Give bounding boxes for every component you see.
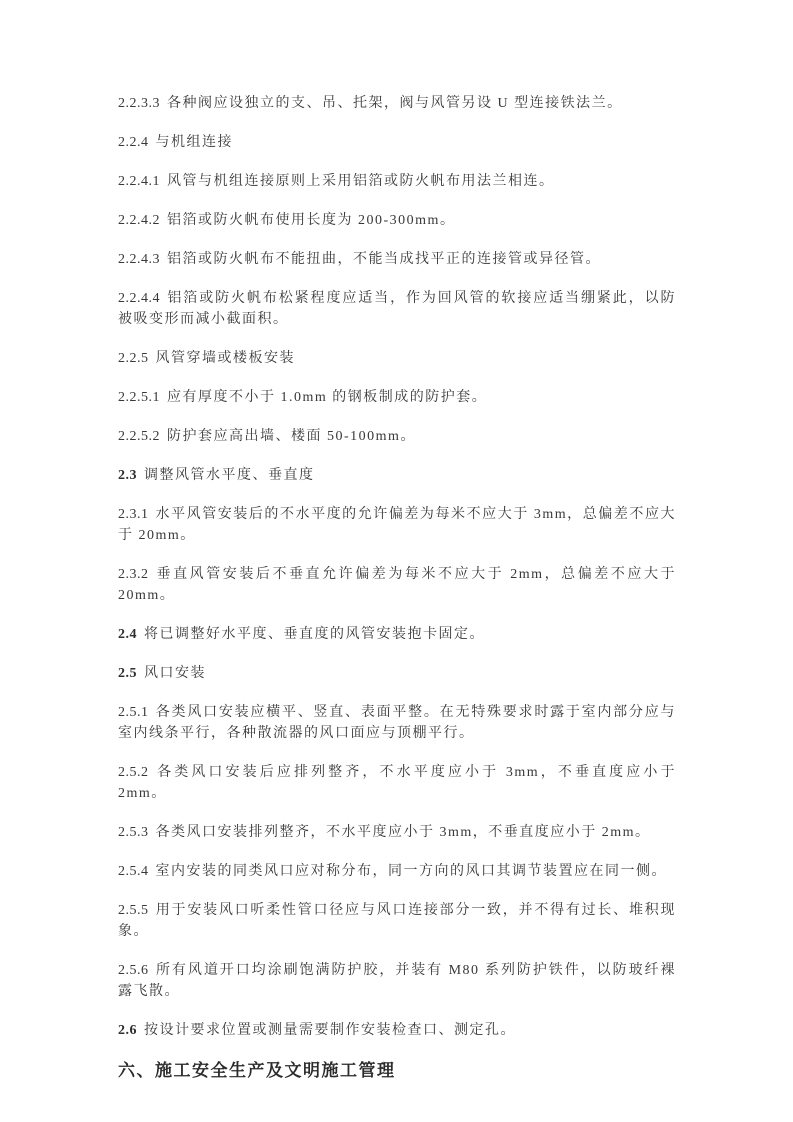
spec-clause	[118, 348, 676, 369]
clause-number: 2.2.4.1	[118, 174, 160, 189]
clause-number: 2.2.4	[118, 135, 149, 150]
clause-text: 铝箔或防火帆布使用长度为 200-300mm。	[167, 213, 456, 228]
spec-clause	[118, 960, 676, 1002]
spec-clause	[118, 822, 676, 843]
spec-clause	[118, 426, 676, 447]
clause-number: 2.2.4.2	[118, 213, 160, 228]
clause-number: 2.4	[118, 627, 137, 642]
clause-text: 铝箔或防火帆布不能扭曲，不能当成找平正的连接管或异径管。	[167, 252, 601, 267]
clause-text: 各类风口安装应横平、竖直、表面平整。在无特殊要求时露于室内部分应与室内线条平行，各种散流器的风口面应与顶棚平行。	[118, 705, 676, 741]
clause-number: 2.5.6	[118, 963, 149, 978]
clause-number: 2.6	[118, 1023, 137, 1038]
clause-list	[118, 93, 676, 1041]
clause-text: 应有厚度不小于 1.0mm 的钢板制成的防护套。	[167, 390, 488, 405]
clause-number: 2.2.4.3	[118, 252, 160, 267]
clause-text: 用于安装风口听柔性管口径应与风口连接部分一致，并不得有过长、堆积现象。	[118, 903, 676, 939]
clause-number: 2.2.4.4	[118, 291, 160, 306]
spec-clause	[118, 210, 676, 231]
spec-clause	[118, 1020, 676, 1041]
spec-clause	[118, 504, 676, 546]
clause-text: 各类风口安装排列整齐，不水平度应小于 3mm，不垂直度应小于 2mm。	[155, 825, 651, 840]
clause-number: 2.5.2	[118, 765, 149, 780]
spec-clause	[118, 762, 676, 804]
spec-clause	[118, 702, 676, 744]
clause-text: 铝箔或防火帆布松紧程度应适当，作为回风管的软接应适当绷紧此，以防被吸变形而减小截面积。	[118, 291, 676, 327]
clause-text: 室内安装的同类风口应对称分布，同一方向的风口其调节装置应在同一侧。	[155, 864, 667, 879]
clause-text: 各种阀应设独立的支、吊、托架，阀与风管另设 U 型连接铁法兰。	[167, 96, 623, 111]
clause-text: 风管与机组连接原则上采用铝箔或防火帆布用法兰相连。	[167, 174, 555, 189]
clause-number: 2.5	[118, 666, 137, 681]
spec-clause	[118, 624, 676, 645]
clause-number: 2.5.1	[118, 705, 149, 720]
spec-clause	[118, 663, 676, 684]
spec-clause	[118, 93, 676, 114]
spec-clause	[118, 171, 676, 192]
section-heading: 六、施工安全生产及文明施工管理	[118, 1061, 396, 1080]
clause-number: 2.5.3	[118, 825, 149, 840]
spec-clause	[118, 465, 676, 486]
clause-number: 2.2.5	[118, 351, 149, 366]
clause-number: 2.5.4	[118, 864, 149, 879]
clause-number: 2.2.5.1	[118, 390, 160, 405]
clause-text: 水平风管安装后的不水平度的允许偏差为每米不应大于 3mm，总偏差不应大于 20mm。	[118, 507, 676, 543]
clause-text: 风口安装	[144, 666, 206, 681]
spec-clause	[118, 861, 676, 882]
clause-text: 所有风道开口均涂刷饱满防护胶，并装有 M80 系列防护铁件，以防玻纤裸露飞散。	[118, 963, 676, 999]
clause-text: 各类风口安装后应排列整齐，不水平度应小于 3mm，不垂直度应小于 2mm。	[118, 765, 676, 801]
spec-clause	[118, 900, 676, 942]
clause-text: 将已调整好水平度、垂直度的风管安装抱卡固定。	[144, 627, 485, 642]
clause-number: 2.3	[118, 468, 137, 483]
clause-number: 2.2.3.3	[118, 96, 160, 111]
clause-text: 与机组连接	[155, 135, 233, 150]
clause-number: 2.3.2	[118, 567, 149, 582]
spec-clause	[118, 132, 676, 153]
clause-number: 2.3.1	[118, 507, 149, 522]
clause-text: 防护套应高出墙、楼面 50-100mm。	[167, 429, 416, 444]
clause-number: 2.2.5.2	[118, 429, 160, 444]
spec-clause	[118, 249, 676, 270]
spec-clause	[118, 288, 676, 330]
clause-text: 风管穿墙或楼板安装	[155, 351, 295, 366]
clause-text: 调整风管水平度、垂直度	[144, 468, 315, 483]
clause-text: 按设计要求位置或测量需要制作安装检查口、测定孔。	[144, 1023, 516, 1038]
clause-text: 垂直风管安装后不垂直允许偏差为每米不应大于 2mm，总偏差不应大于 20mm。	[118, 567, 676, 603]
spec-clause	[118, 387, 676, 408]
clause-number: 2.5.5	[118, 903, 149, 918]
spec-clause	[118, 564, 676, 606]
